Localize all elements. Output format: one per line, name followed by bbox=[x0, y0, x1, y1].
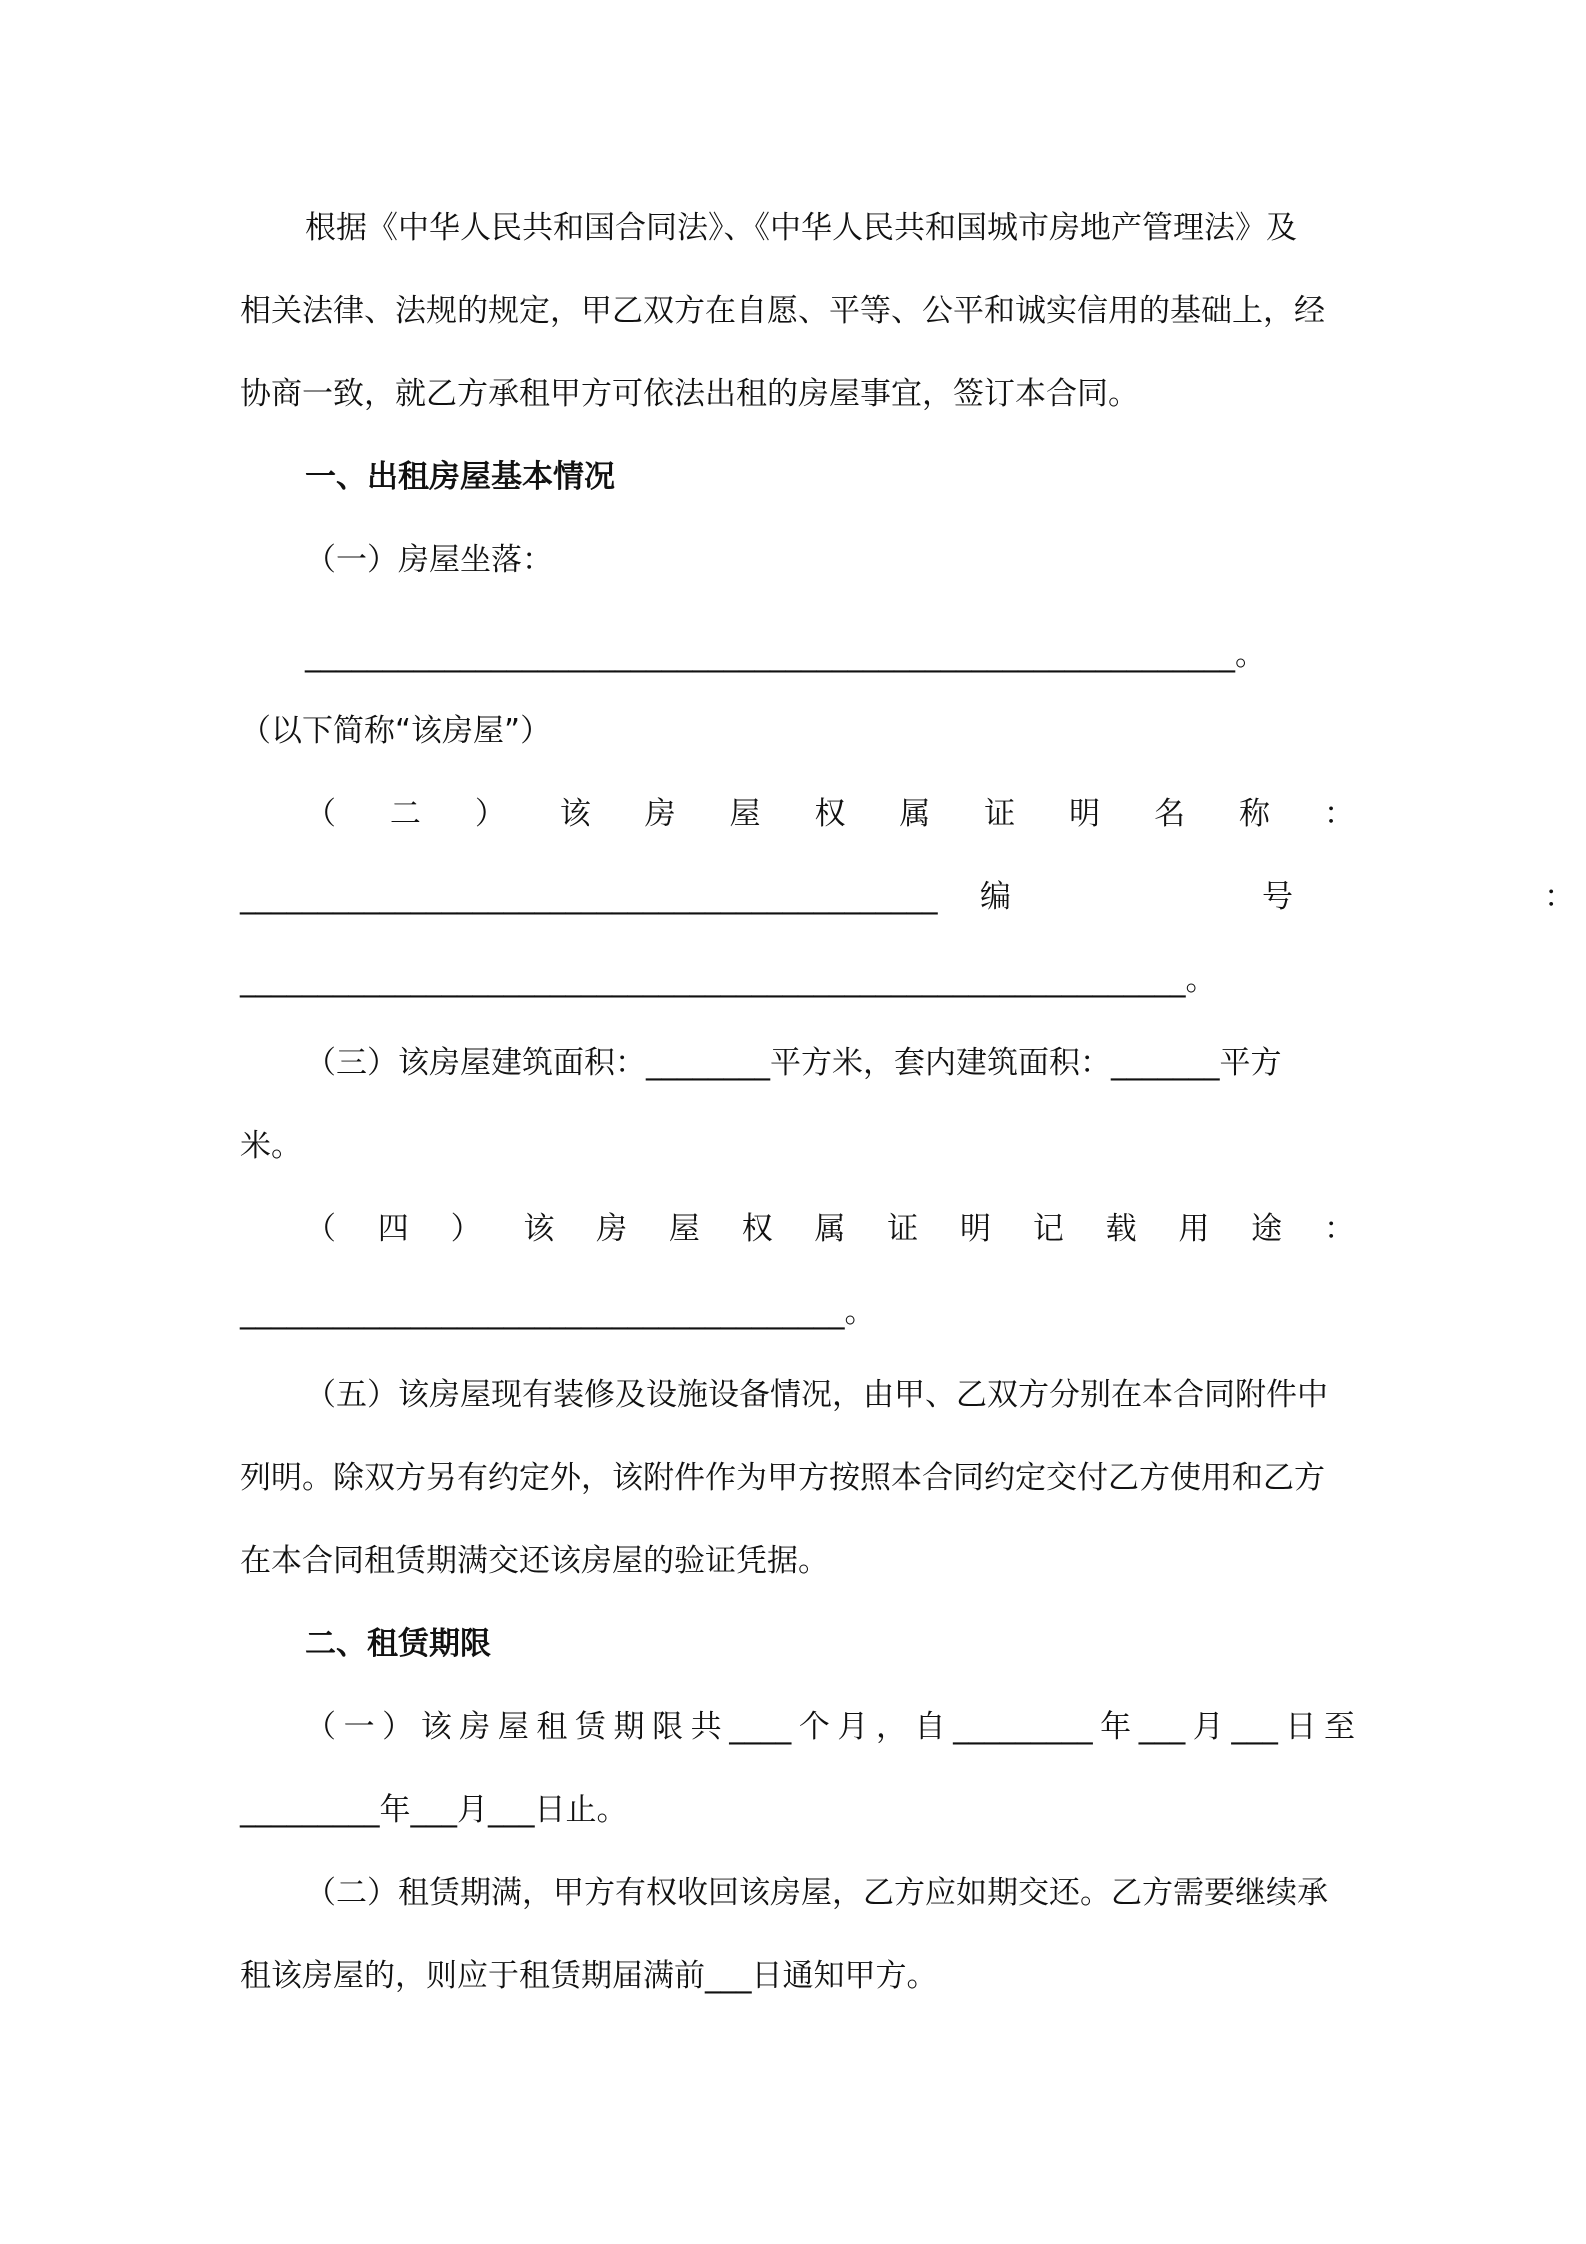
clause-5-line-1: （五）该房屋现有装修及设施设备情况，由甲、乙双方分别在本合同附件中 bbox=[305, 1377, 1328, 1413]
clause-4-title-char: 途 bbox=[1251, 1211, 1283, 1247]
paragraph-intro-line-3: 协商一致，就乙方承租甲方可依法出租的房屋事宜，签订本合同。 bbox=[240, 376, 1139, 412]
clause-2-cert-name-blank: _____________________________________________ bbox=[240, 879, 938, 915]
clause-4-title-char: ： bbox=[1323, 1211, 1355, 1247]
clause-2-title-char: 屋 bbox=[729, 796, 761, 832]
clause-4-usage-blank: _______________________________________。 bbox=[240, 1294, 876, 1330]
clause-5-line-2: 列明。除双方另有约定外，该附件作为甲方按照本合同约定交付乙方使用和乙方 bbox=[240, 1460, 1325, 1496]
clause-5-line-3: 在本合同租赁期满交还该房屋的验证凭据。 bbox=[240, 1543, 829, 1579]
term-2-line-2: 租该房屋的，则应于租赁期届满前___日通知甲方。 bbox=[240, 1958, 938, 1994]
clause-4-title-char: ） bbox=[450, 1211, 482, 1247]
section-heading-2: 二、租赁期限 bbox=[305, 1626, 491, 1662]
section-heading-1: 一、出租房屋基本情况 bbox=[305, 459, 615, 495]
term-1-line-2: _________年___月___日止。 bbox=[240, 1792, 628, 1828]
clause-2-title-char: 称 bbox=[1238, 796, 1270, 832]
clause-2-number-label-char: 编 bbox=[980, 879, 1011, 915]
clause-2-title-char: 房 bbox=[644, 796, 676, 832]
paragraph-intro-line-2: 相关法律、法规的规定，甲乙双方在自愿、平等、公平和诚实信用的基础上，经 bbox=[240, 293, 1325, 329]
clause-2-title-char: （ bbox=[305, 796, 336, 832]
clause-4-title-char: 房 bbox=[596, 1211, 628, 1247]
clause-2-number-label-char: 号 bbox=[1262, 879, 1293, 915]
clause-1-location-blank: ____________________________________________________________。 bbox=[305, 637, 1266, 673]
clause-3-line-1: （三）该房屋建筑面积：________平方米，套内建筑面积：_______平方 bbox=[305, 1045, 1282, 1081]
clause-2-title-char: 该 bbox=[559, 796, 591, 832]
clause-2-number-blank: _____________________________________________________________。 bbox=[240, 962, 1217, 998]
clause-4-title-char: 屋 bbox=[668, 1211, 700, 1247]
clause-2-title-char: 权 bbox=[814, 796, 846, 832]
paragraph-intro-line-1: 根据《中华人民共和国合同法》、《中华人民共和国城市房地产管理法》及 bbox=[305, 210, 1297, 246]
clause-2-number-label-char: ： bbox=[1544, 879, 1575, 915]
clause-4-title-row bbox=[305, 1209, 1355, 1249]
clause-2-title-char: 证 bbox=[984, 796, 1016, 832]
clause-2-title-char: ） bbox=[474, 796, 506, 832]
clause-4-title-char: 证 bbox=[887, 1211, 919, 1247]
clause-2-title-row bbox=[305, 794, 1355, 834]
clause-4-title-char: 载 bbox=[1105, 1211, 1137, 1247]
clause-4-title-char: 用 bbox=[1178, 1211, 1210, 1247]
clause-1-note: （以下简称“该房屋”） bbox=[240, 713, 552, 749]
term-2-line-1: （二）租赁期满，甲方有权收回该房屋，乙方应如期交还。乙方需要继续承 bbox=[305, 1875, 1328, 1911]
clause-4-title-char: 明 bbox=[960, 1211, 992, 1247]
clause-4-title-char: 该 bbox=[523, 1211, 555, 1247]
clause-4-title-char: 属 bbox=[814, 1211, 846, 1247]
clause-3-line-2: 米。 bbox=[240, 1128, 302, 1164]
clause-2-title-char: 明 bbox=[1069, 796, 1101, 832]
clause-2-title-char: 属 bbox=[899, 796, 931, 832]
clause-4-title-char: 权 bbox=[741, 1211, 773, 1247]
clause-4-title-char: （ bbox=[305, 1211, 336, 1247]
clause-4-title-char: 四 bbox=[377, 1211, 409, 1247]
clause-2-title-char: 二 bbox=[389, 796, 421, 832]
clause-1-location-label: （一）房屋坐落： bbox=[305, 542, 553, 578]
term-1-line-1: （一）该房屋租赁期限共____个月，自_________年___月___日至 bbox=[305, 1709, 1355, 1745]
clause-2-title-char: ： bbox=[1323, 796, 1355, 832]
clause-4-title-char: 记 bbox=[1032, 1211, 1064, 1247]
clause-2-title-char: 名 bbox=[1154, 796, 1186, 832]
clause-2-number-label bbox=[980, 877, 1575, 917]
